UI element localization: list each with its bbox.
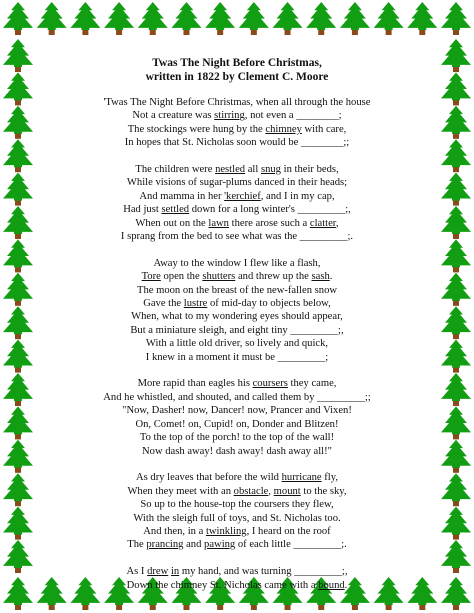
- underlined-word: sash: [311, 271, 330, 283]
- poem-line: [60, 512, 414, 525]
- line-text: The: [127, 539, 147, 551]
- christmas-tree-icon: [3, 577, 33, 610]
- poem-line: [60, 257, 414, 270]
- poem-line: [60, 377, 414, 390]
- christmas-tree-icon: [441, 577, 471, 610]
- underlined-word: in: [170, 566, 180, 578]
- christmas-tree-icon: [70, 2, 100, 35]
- christmas-tree-icon: [3, 139, 33, 172]
- christmas-tree-icon: [441, 406, 471, 439]
- title-line-1: Twas The Night Before Christmas,: [152, 57, 322, 69]
- christmas-tree-icon: [273, 2, 303, 35]
- christmas-tree-icon: [441, 173, 471, 206]
- poem-line: [60, 230, 414, 243]
- poem-line: [60, 109, 414, 122]
- underlined-word: obstacle: [233, 485, 269, 497]
- line-text: fly,: [321, 472, 338, 484]
- christmas-tree-icon: [138, 2, 168, 35]
- line-text: Not a creature was: [132, 110, 215, 122]
- poem-line: [60, 351, 414, 364]
- line-text: When, what to my wondering eyes should appear,: [131, 311, 343, 323]
- underlined-word: clatter: [309, 217, 336, 229]
- christmas-tree-icon: [3, 507, 33, 540]
- line-text: ,: [268, 485, 274, 497]
- line-text: The children were: [135, 164, 216, 176]
- christmas-tree-icon: [3, 340, 33, 373]
- stanza: [60, 377, 414, 457]
- poem-line: [60, 96, 414, 109]
- poem-line: [60, 123, 414, 136]
- poem-line: [60, 538, 414, 551]
- underlined-word: coursers: [252, 378, 288, 390]
- christmas-tree-icon: [3, 173, 33, 206]
- line-text: to the sky,: [300, 485, 347, 497]
- poem-line: [60, 579, 414, 592]
- line-text: and: [183, 539, 205, 551]
- poem-line: [60, 431, 414, 444]
- line-text: With the sleigh full of toys, and St. Nicholas too.: [133, 512, 341, 524]
- underlined-word: mount: [273, 485, 301, 497]
- poem-title: [60, 56, 414, 84]
- christmas-tree-icon: [441, 540, 471, 573]
- underlined-word: Tore: [141, 271, 161, 283]
- christmas-tree-icon: [441, 507, 471, 540]
- underlined-word: shutters: [202, 271, 236, 283]
- underlined-word: lawn: [208, 217, 229, 229]
- underlined-word: lustre: [183, 298, 208, 310]
- christmas-tree-icon: [441, 72, 471, 105]
- line-text: On, Comet! on, Cupid! on, Donder and Blitzen!: [135, 418, 339, 430]
- christmas-tree-icon: [3, 473, 33, 506]
- christmas-tree-icon: [3, 72, 33, 105]
- christmas-tree-icon: [441, 306, 471, 339]
- line-text: they came,: [287, 378, 337, 390]
- line-text: As I: [126, 566, 148, 578]
- poem-line: [60, 284, 414, 297]
- christmas-tree-icon: [441, 440, 471, 473]
- line-text: When they meet with an: [127, 485, 234, 497]
- christmas-tree-icon: [3, 239, 33, 272]
- christmas-tree-icon: [3, 39, 33, 72]
- underlined-word: pawing: [204, 539, 236, 551]
- poem-line: [60, 203, 414, 216]
- line-text: And he whistled, and shouted, and called them by _________;;: [103, 391, 371, 403]
- poem-line: [60, 270, 414, 283]
- poem-line: [60, 391, 414, 404]
- christmas-tree-icon: [441, 206, 471, 239]
- underlined-word: snug: [260, 164, 281, 176]
- line-text: .: [344, 579, 348, 591]
- christmas-tree-icon: [441, 473, 471, 506]
- line-text: Gave the: [143, 298, 184, 310]
- title-line-2: written in 1822 by Clement C. Moore: [145, 71, 329, 83]
- christmas-tree-icon: [239, 2, 269, 35]
- poem-line: [60, 337, 414, 350]
- line-text: "Now, Dasher! now, Dancer! now, Prancer and Vixen!: [122, 405, 352, 417]
- underlined-word: chimney: [265, 123, 302, 135]
- poem-line: [60, 190, 414, 203]
- stanza: [60, 471, 414, 551]
- line-text: , not even a ________;: [244, 110, 342, 122]
- underlined-word: twinkling: [205, 525, 247, 537]
- underlined-word: 'kerchief: [224, 190, 261, 202]
- stanza: [60, 257, 414, 364]
- underlined-word: hurricane: [281, 472, 322, 484]
- christmas-tree-icon: [3, 540, 33, 573]
- line-text: .: [329, 271, 333, 283]
- christmas-tree-icon: [171, 2, 201, 35]
- poem-line: [60, 176, 414, 189]
- poem-line: [60, 310, 414, 323]
- line-text: open the: [160, 271, 203, 283]
- christmas-tree-icon: [3, 373, 33, 406]
- christmas-tree-icon: [306, 2, 336, 35]
- line-text: While visions of sugar-plums danced in their heads;: [126, 177, 348, 189]
- line-text: down for a long winter's _________;,: [189, 204, 351, 216]
- poem-line: [60, 565, 414, 578]
- poem-page: [60, 56, 414, 605]
- christmas-tree-icon: [3, 440, 33, 473]
- line-text: ,: [335, 217, 339, 229]
- poem-line: [60, 445, 414, 458]
- poem-line: [60, 136, 414, 149]
- line-text: , and I in my cap,: [260, 190, 335, 202]
- poem-line: [60, 324, 414, 337]
- line-text: of each little _________;.: [235, 539, 347, 551]
- christmas-tree-icon: [3, 306, 33, 339]
- poem-line: [60, 485, 414, 498]
- line-text: To the top of the porch! to the top of the wall!: [139, 432, 335, 444]
- christmas-tree-icon: [3, 406, 33, 439]
- line-text: Had just: [123, 204, 162, 216]
- line-text: And mamma in her: [139, 190, 225, 202]
- line-text: With a little old driver, so lively and quick,: [145, 338, 329, 350]
- christmas-tree-icon: [3, 206, 33, 239]
- poem-line: [60, 418, 414, 431]
- line-text: of mid-day to objects below,: [207, 298, 331, 310]
- line-text: I sprang from the bed to see what was the _________;.: [120, 231, 354, 243]
- line-text: When out on the: [135, 217, 209, 229]
- christmas-tree-icon: [441, 239, 471, 272]
- line-text: More rapid than eagles his: [137, 378, 253, 390]
- line-text: Away to the window I flew like a flash,: [153, 257, 321, 269]
- christmas-tree-icon: [3, 2, 33, 35]
- christmas-tree-icon: [407, 2, 437, 35]
- underlined-word: settled: [161, 204, 190, 216]
- line-text: As dry leaves that before the wild: [135, 472, 282, 484]
- line-text: there arose such a: [228, 217, 310, 229]
- poem-line: [60, 217, 414, 230]
- poem-line: [60, 498, 414, 511]
- poem-line: [60, 163, 414, 176]
- line-text: The stockings were hung by the: [127, 123, 266, 135]
- underlined-word: bound: [318, 579, 345, 591]
- line-text: 'Twas The Night Before Christmas, when all through the house: [103, 97, 371, 108]
- line-text: In hopes that St. Nicholas soon would be ________;;: [124, 137, 350, 149]
- christmas-tree-icon: [205, 2, 235, 35]
- christmas-tree-icon: [441, 273, 471, 306]
- christmas-tree-icon: [3, 273, 33, 306]
- stanza: [60, 96, 414, 150]
- underlined-word: prancing: [146, 539, 184, 551]
- stanza: [60, 163, 414, 243]
- underlined-word: stirring: [214, 110, 245, 122]
- christmas-tree-icon: [37, 2, 67, 35]
- christmas-tree-icon: [340, 2, 370, 35]
- christmas-tree-icon: [104, 2, 134, 35]
- poem-line: [60, 404, 414, 417]
- line-text: I knew in a moment it must be _________;: [145, 351, 329, 363]
- underlined-word: nestled: [215, 164, 246, 176]
- christmas-tree-icon: [441, 106, 471, 139]
- christmas-tree-icon: [441, 340, 471, 373]
- line-text: and threw up the: [235, 271, 312, 283]
- poem-line: [60, 471, 414, 484]
- christmas-tree-icon: [374, 2, 404, 35]
- line-text: my hand, and was turning _________;,: [179, 566, 348, 578]
- christmas-tree-icon: [3, 106, 33, 139]
- line-text: in their beds,: [280, 164, 339, 176]
- stanza: [60, 565, 414, 592]
- poem-line: [60, 297, 414, 310]
- poem-body: [60, 96, 414, 592]
- line-text: , I heard on the roof: [246, 525, 331, 537]
- line-text: So up to the house-top the coursers they flew,: [140, 499, 334, 511]
- line-text: with care,: [301, 123, 347, 135]
- line-text: Down the chimney St. Nicholas came with a: [126, 579, 319, 591]
- christmas-tree-icon: [441, 2, 471, 35]
- underlined-word: drew: [147, 566, 169, 578]
- poem-line: [60, 525, 414, 538]
- line-text: all: [245, 164, 261, 176]
- christmas-tree-icon: [441, 139, 471, 172]
- line-text: The moon on the breast of the new-fallen snow: [136, 284, 338, 296]
- christmas-tree-icon: [441, 373, 471, 406]
- line-text: And then, in a: [143, 525, 206, 537]
- line-text: But a miniature sleigh, and eight tiny _________;,: [130, 324, 344, 336]
- line-text: Now dash away! dash away! dash away all!": [142, 445, 332, 457]
- christmas-tree-icon: [441, 39, 471, 72]
